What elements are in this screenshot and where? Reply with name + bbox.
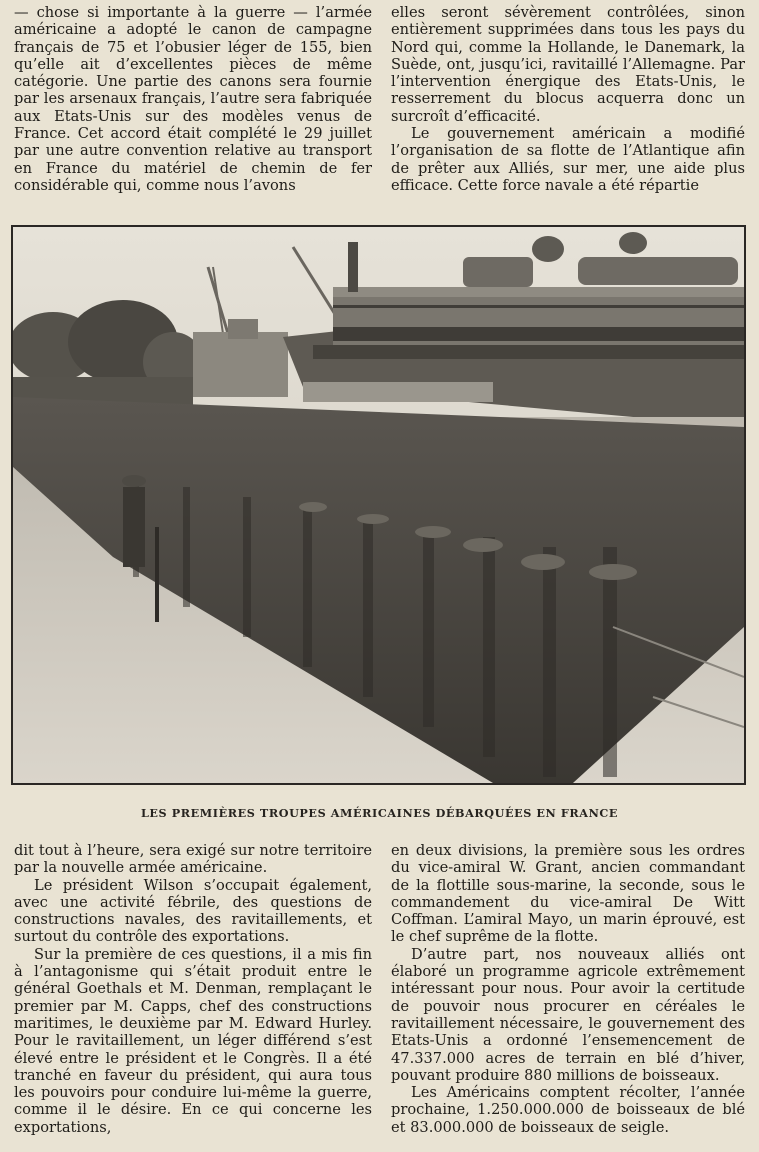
paragraph: Le président Wilson s’occupait également, avec une activité fébrile, des questions de constructions navales, des ravitaillements, et surtout du contrôle des exportations.: [14, 876, 372, 946]
paragraph: — chose si importante à la guerre — l’armée américaine a adopté le canon de campagne français de 75 et l’obusier léger de 155, bien qu’elle ait d’excellentes pièces de même catégorie. Une partie des canons sera fournie par les arsenaux français, l’autre sera fabriquée aux Etats-Unis sur des modèles venus de France. Cet accord était complété le 29 juillet par une autre convention relative au transport en France du matériel de chemin de fer considérable qui, comme nous l’avons: [14, 4, 372, 194]
paragraph: dit tout à l’heure, sera exigé sur notre territoire par la nouvelle armée américaine.: [14, 842, 372, 877]
text-column-bottom-right: [391, 842, 745, 1136]
paragraph: Le gouvernement américain a modifié l’organisation de sa flotte de l’Atlantique afin de prêter aux Alliés, sur mer, une aide plus efficace. Cette force navale a été répartie: [391, 125, 745, 194]
text-column-bottom-left: [14, 842, 372, 1136]
paragraph: en deux divisions, la première sous les ordres du vice-amiral W. Grant, ancien commandant de la flottille sous-marine, la seconde, sous le commandement du vice-amiral De Witt Coffman. L’amiral Mayo, un marin éprouvé, est le chef suprême de la flotte.: [391, 842, 745, 946]
troops-photo-image: [13, 227, 744, 783]
paragraph: D’autre part, nos nouveaux alliés ont élaboré un programme agricole extrêmement intéressant pour nous. Pour avoir la certitude de pouvoir nous procurer en céréales le ravitaillement nécessaire, le gouvernement des Etats-Unis a ordonné l’ensemencement de 47.337.000 acres de terrain en blé d’hiver, pouvant produire 880 millions de boisseaux.: [391, 945, 745, 1084]
paragraph: Les Américains comptent récolter, l’année prochaine, 1.250.000.000 de boisseaux de blé et 83.000.000 de boisseaux de seigle.: [391, 1084, 745, 1136]
photo-caption: LES PREMIÈRES TROUPES AMÉRICAINES DÉBARQUÉES EN FRANCE: [140, 806, 619, 820]
text-column-top-right: [391, 4, 745, 194]
paragraph: elles seront sévèrement contrôlées, sinon entièrement supprimées dans tous les pays du Nord qui, comme la Hollande, le Danemark, la Suède, ont, jusqu’ici, ravitaillé l’Allemagne. Par l’intervention énergique des Etats-Unis, le resserrement du blocus acquerra donc un surcroît d’efficacité.: [391, 4, 745, 125]
paragraph: Sur la première de ces questions, il a mis fin à l’antagonisme qui s’était produit entre le général Goethals et M. Denman, remplaçant le premier par M. Capps, chef des constructions maritimes, le deuxième par M. Edward Hurley. Pour le ravitaillement, un léger différend s’est élevé entre le président et le Congrès. Il a été tranché en faveur du président, qui aura tous les pouvoirs pour conduire lui-même la guerre, comme il le désire. En ce qui concerne les exportations,: [14, 945, 372, 1136]
photograph: [11, 225, 746, 785]
text-column-top-left: [14, 4, 372, 194]
